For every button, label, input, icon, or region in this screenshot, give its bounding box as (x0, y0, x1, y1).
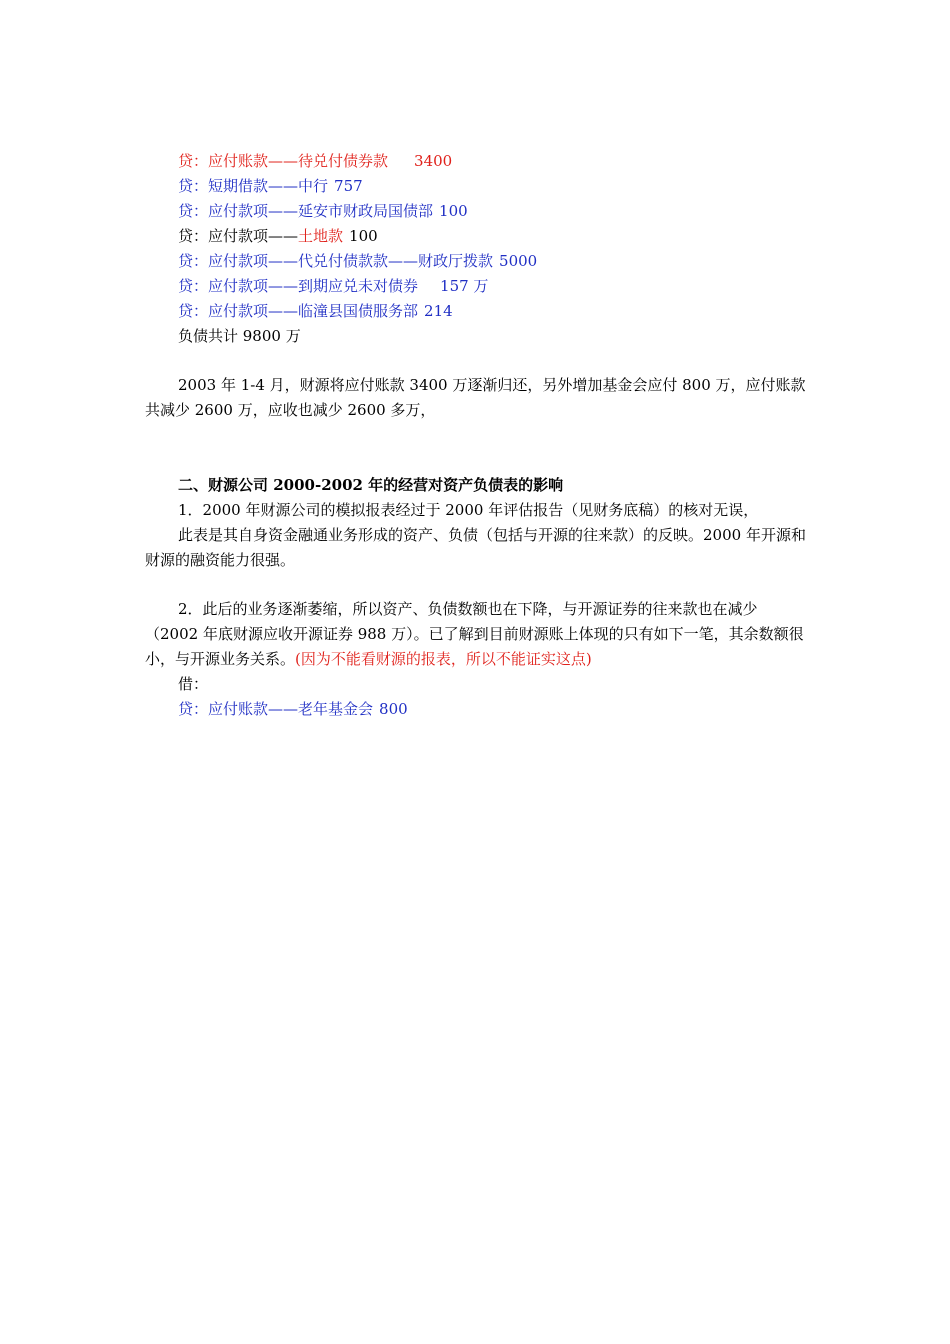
item-2-paragraph: 2．此后的业务逐渐萎缩，所以资产、负债数额也在下降，与开源证券的往来款也在减少（2002 年底财源应收开源证券 988 万）。已了解到目前财源账上体现的只有如下一笔，其余数额很小，与开源业务关系。(因为不能看财源的报表，所以不能证实这点) (145, 600, 804, 668)
entry-2: 贷：短期借款——中行 757 (178, 177, 363, 195)
liability-total: 负债共计 9800 万 (178, 327, 301, 345)
final-entry: 贷：应付账款——老年基金会 800 (178, 700, 408, 718)
entry-3: 贷：应付款项——延安市财政局国债部 100 (178, 202, 468, 220)
entry-1: 贷：应付账款——待兑付债券款 3400 (178, 152, 453, 170)
item-1-paragraph: 此表是其自身资金融通业务形成的资产、负债（包括与开源的往来款）的反映。2000 年开源和财源的融资能力很强。 (145, 526, 806, 569)
item-2-note: (因为不能看财源的报表，所以不能证实这点) (295, 650, 592, 668)
section-title: 二、财源公司 2000-2002 年的经营对资产负债表的影响 (178, 476, 564, 494)
paragraph-repayment: 2003 年 1-4 月，财源将应付账款 3400 万逐渐归还，另外增加基金会应付 800 万，应付账款共减少 2600 万，应收也减少 2600 多万， (145, 376, 806, 419)
entry-6: 贷：应付款项——到期应兑未对债券 157 万 (178, 277, 489, 295)
entry-5: 贷：应付款项——代兑付债款款——财政厅拨款 5000 (178, 252, 538, 270)
entry-4: 贷：应付款项——土地款 100 (178, 227, 378, 245)
debit-label: 借： (178, 675, 209, 693)
item-1-line-1: 1．2000 年财源公司的模拟报表经过于 2000 年评估报告（见财务底稿）的核对无误， (178, 501, 759, 519)
entry-7: 贷：应付款项——临潼县国债服务部 214 (178, 302, 453, 320)
